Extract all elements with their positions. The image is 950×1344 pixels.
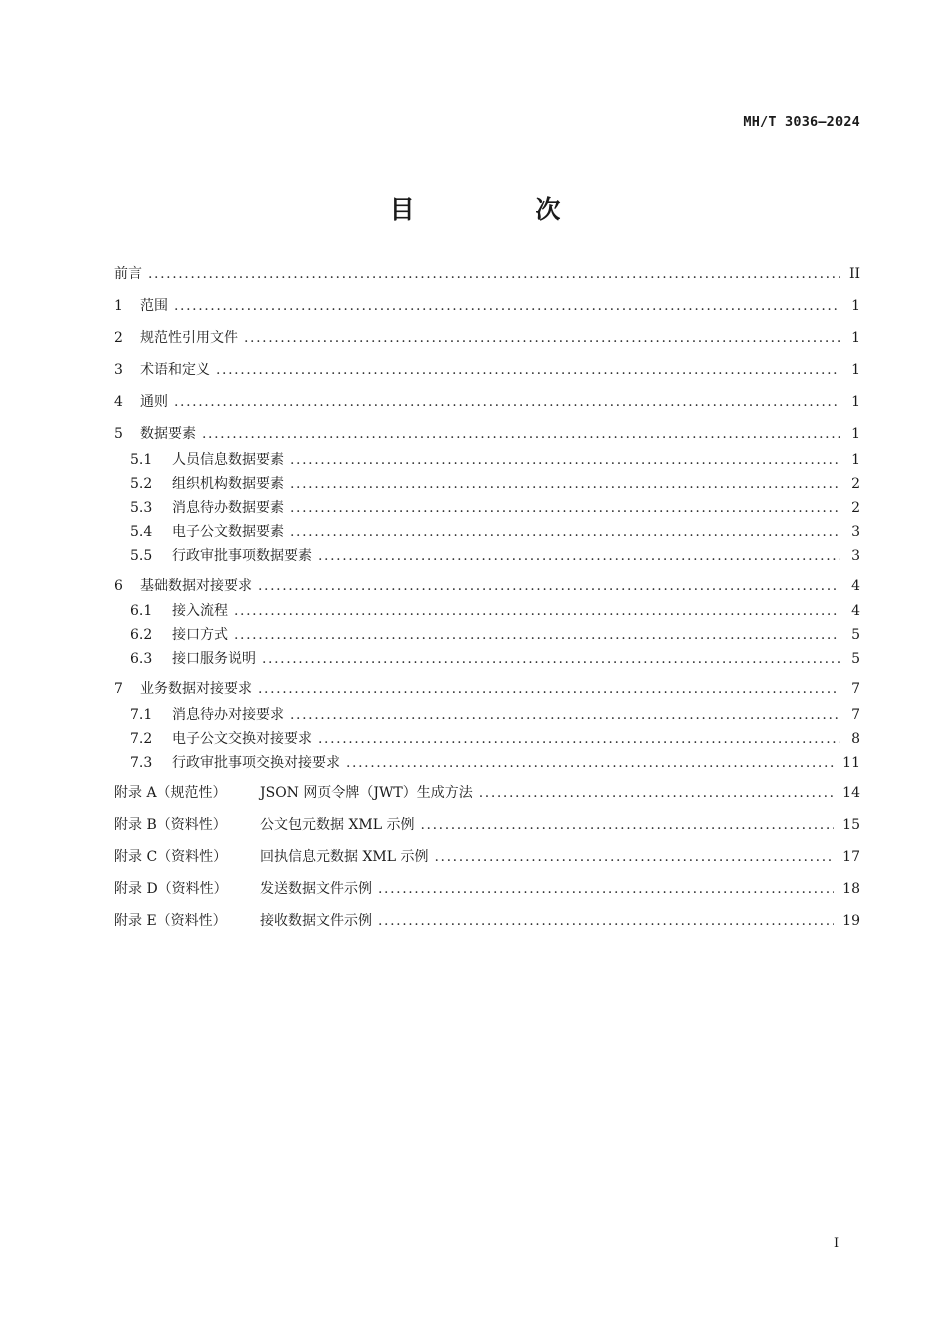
appendix-prefix: 附录 A（规范性）: [114, 785, 227, 801]
toc-leader-dots: [258, 679, 840, 699]
toc-entry-label: JSON 网页令牌（JWT）生成方法: [260, 785, 473, 801]
toc-entry-label: 公文包元数据 XML 示例: [260, 817, 415, 833]
toc-entry-5-2[interactable]: [130, 474, 860, 494]
toc-entry-2[interactable]: [114, 328, 860, 348]
appendix-prefix: 附录 B（资料性）: [114, 817, 227, 833]
toc-entry-6-2[interactable]: [130, 625, 860, 645]
toc-leader-dots: [202, 424, 840, 444]
toc-entry-page: 3: [851, 524, 860, 540]
toc-entry-label: 接口方式: [172, 627, 228, 643]
toc-entry-5-5[interactable]: [130, 546, 860, 566]
toc-entry-label: 组织机构数据要素: [172, 476, 284, 492]
toc-entry-appendix-c[interactable]: [114, 847, 860, 867]
toc-leader-dots: [290, 450, 840, 470]
toc-entry-label: 数据要素: [140, 426, 196, 442]
toc-entry-page: 5: [851, 627, 860, 643]
toc-entry-label: 回执信息元数据 XML 示例: [260, 849, 429, 865]
toc-entry-5-1[interactable]: [130, 450, 860, 470]
toc-entry-page: 3: [851, 548, 860, 564]
toc-entry-6-1[interactable]: [130, 601, 860, 621]
toc-entry-page: 17: [842, 849, 860, 865]
toc-entry-label: 业务数据对接要求: [140, 681, 252, 697]
toc-leader-dots: [216, 360, 840, 380]
toc-leader-dots: [258, 576, 840, 596]
toc-entry-page: 19: [842, 913, 860, 929]
toc-entry-label: 通则: [140, 394, 168, 410]
toc-entry-number: 7: [114, 681, 123, 697]
toc-entry-label: 接入流程: [172, 603, 228, 619]
toc-entry-7-2[interactable]: [130, 729, 860, 749]
toc-entry-number: 6: [114, 578, 123, 594]
toc-entry-6-3[interactable]: [130, 649, 860, 669]
toc-entry-page: 4: [851, 603, 860, 619]
toc-entry-number: 5.2: [130, 476, 153, 492]
toc-leader-dots: [148, 264, 840, 284]
appendix-prefix: 附录 C（资料性）: [114, 849, 228, 865]
toc-leader-dots: [318, 729, 840, 749]
toc-entry-number: 7.3: [130, 755, 153, 771]
toc-entry-appendix-d[interactable]: [114, 879, 860, 899]
toc-entry-7-1[interactable]: [130, 705, 860, 725]
toc-entry-5-3[interactable]: [130, 498, 860, 518]
toc-entry-page: 11: [842, 755, 860, 771]
toc-entry-appendix-a[interactable]: [114, 783, 860, 803]
toc-entry-page: 1: [851, 298, 860, 314]
toc-leader-dots: [234, 625, 840, 645]
toc-entry-page: 2: [851, 476, 860, 492]
toc-leader-dots: [290, 705, 840, 725]
toc-entry-number: 5.3: [130, 500, 153, 516]
page-title: 目 次: [389, 195, 617, 224]
toc-entry-label: 电子公文数据要素: [172, 524, 284, 540]
toc-entry-3[interactable]: [114, 360, 860, 380]
toc-leader-dots: [435, 847, 835, 867]
toc-entry-number: 6.3: [130, 651, 153, 667]
toc-entry-number: 6.1: [130, 603, 153, 619]
toc-entry-appendix-b[interactable]: [114, 815, 860, 835]
toc-leader-dots: [290, 498, 840, 518]
toc-entry-page: 7: [851, 707, 860, 723]
toc-entry-label: 电子公文交换对接要求: [172, 731, 312, 747]
toc-entry-number: 4: [114, 394, 123, 410]
std-code: MH/T 3036—2024: [743, 114, 860, 130]
toc-leader-dots: [262, 649, 840, 669]
toc-entry-number: 7.2: [130, 731, 153, 747]
toc-entry-label: 消息待办数据要素: [172, 500, 284, 516]
toc-entry-label: 基础数据对接要求: [140, 578, 252, 594]
toc-entry-appendix-e[interactable]: [114, 911, 860, 931]
toc-entry-5-4[interactable]: [130, 522, 860, 542]
toc-entry-page: 18: [842, 881, 860, 897]
toc-entry-number: 5.5: [130, 548, 153, 564]
toc-entry-7[interactable]: [114, 679, 860, 699]
toc-leader-dots: [290, 522, 840, 542]
toc-entry-label: 人员信息数据要素: [172, 452, 284, 468]
toc-entry-page: 8: [851, 731, 860, 747]
appendix-prefix: 附录 D（资料性）: [114, 881, 228, 897]
toc-entry-1[interactable]: [114, 296, 860, 316]
toc-entry-label: 消息待办对接要求: [172, 707, 284, 723]
toc-entry-page: 1: [851, 394, 860, 410]
toc-leader-dots: [290, 474, 840, 494]
toc-entry-number: 6.2: [130, 627, 153, 643]
toc-entry-label: 范围: [140, 298, 168, 314]
toc-entry-page: 2: [851, 500, 860, 516]
toc-entry-page: 1: [851, 426, 860, 442]
toc-entry-label: 前言: [114, 266, 142, 282]
toc-leader-dots: [378, 879, 834, 899]
toc-entry-page: 1: [851, 452, 860, 468]
toc-leader-dots: [244, 328, 840, 348]
toc-leader-dots: [378, 911, 834, 931]
toc-leader-dots: [234, 601, 840, 621]
toc-entry-page: 1: [851, 362, 860, 378]
toc-entry-page: 15: [842, 817, 860, 833]
toc-leader-dots: [479, 783, 834, 803]
toc-entry-foreword[interactable]: [114, 264, 860, 284]
toc-leader-dots: [174, 296, 840, 316]
toc-entry-number: 2: [114, 330, 123, 346]
toc-entry-label: 接收数据文件示例: [260, 913, 372, 929]
toc-entry-number: 7.1: [130, 707, 153, 723]
toc-entry-number: 5.4: [130, 524, 153, 540]
toc-leader-dots: [318, 546, 840, 566]
toc-leader-dots: [346, 753, 836, 773]
page-folio: I: [834, 1236, 840, 1251]
toc-entry-5[interactable]: [114, 424, 860, 444]
toc-entry-number: 5: [114, 426, 123, 442]
toc-leader-dots: [174, 392, 840, 412]
toc-entry-label: 接口服务说明: [172, 651, 256, 667]
toc-entry-number: 5.1: [130, 452, 153, 468]
toc-entry-page: 14: [842, 785, 860, 801]
toc-entry-page: 7: [851, 681, 860, 697]
toc-entry-number: 3: [114, 362, 123, 378]
toc-entry-page: II: [848, 266, 860, 282]
toc-entry-label: 行政审批事项数据要素: [172, 548, 312, 564]
toc-entry-page: 1: [851, 330, 860, 346]
toc-entry-number: 1: [114, 298, 123, 314]
toc-entry-label: 行政审批事项交换对接要求: [172, 755, 340, 771]
toc-entry-4[interactable]: [114, 392, 860, 412]
toc-entry-page: 4: [851, 578, 860, 594]
toc-leader-dots: [421, 815, 835, 835]
toc-entry-label: 术语和定义: [140, 362, 210, 378]
appendix-prefix: 附录 E（资料性）: [114, 913, 227, 929]
toc-entry-label: 规范性引用文件: [140, 330, 238, 346]
toc-entry-page: 5: [851, 651, 860, 667]
toc-entry-7-3[interactable]: [130, 753, 860, 773]
toc-entry-6[interactable]: [114, 576, 860, 596]
toc-entry-label: 发送数据文件示例: [260, 881, 372, 897]
